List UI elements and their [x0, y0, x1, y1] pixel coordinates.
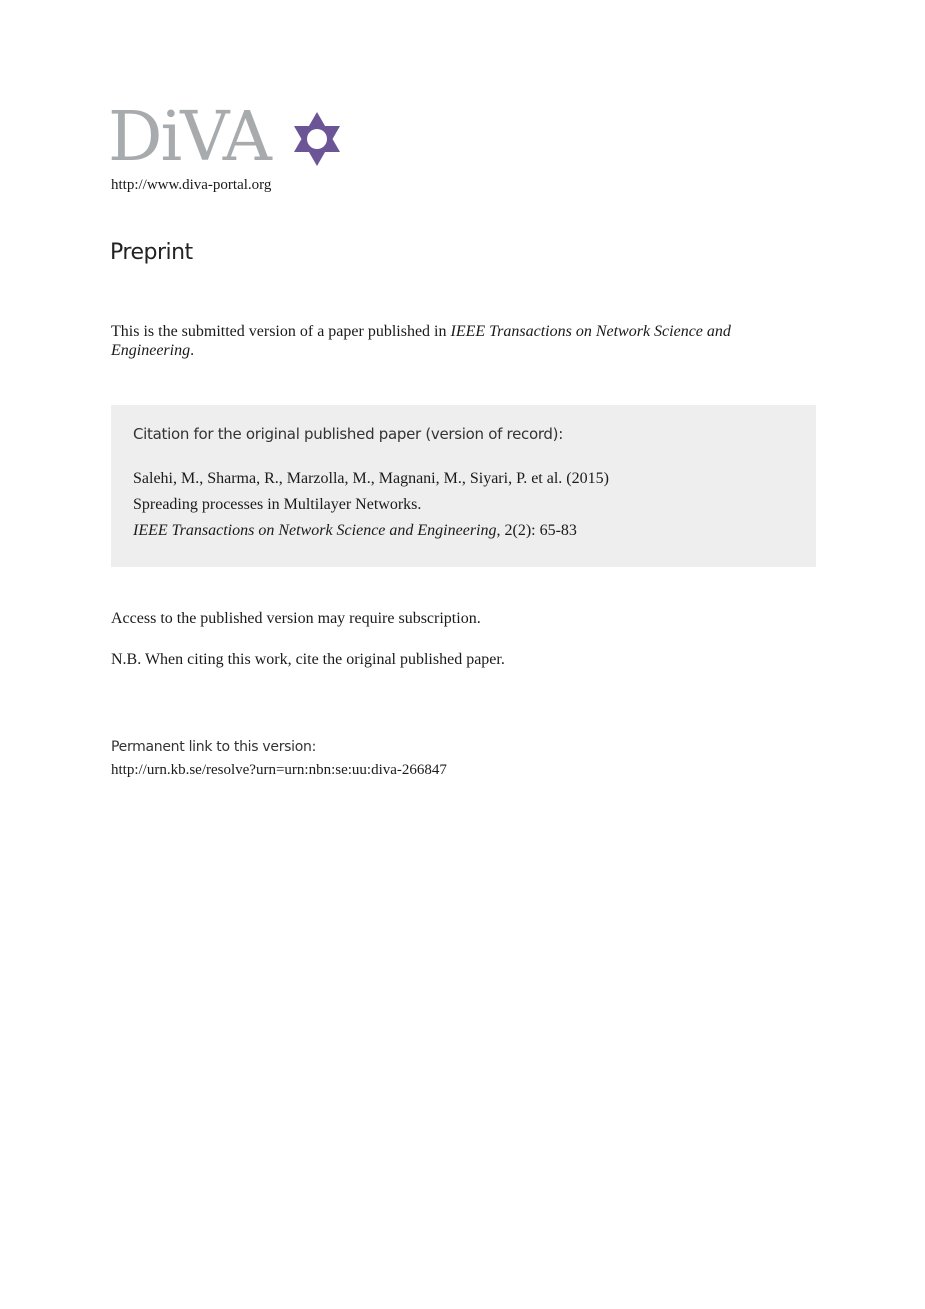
- citation-box: [111, 405, 816, 567]
- permanent-link-label: Permanent link to this version:: [111, 739, 316, 755]
- intro-suffix: .: [190, 342, 195, 359]
- citation-title: Spreading processes in Multilayer Networks.: [133, 496, 422, 513]
- citation-volume-pages: , 2(2): 65-83: [496, 522, 577, 539]
- citation-journal-line: [133, 522, 577, 540]
- citation-heading: Citation for the original published paper (version of record):: [133, 425, 563, 443]
- diva-portal-url[interactable]: http://www.diva-portal.org: [111, 177, 272, 193]
- intro-text: [111, 322, 811, 360]
- star-of-david-icon: [288, 110, 346, 168]
- intro-journal: IEEE Transactions on Network Science and Engineering: [111, 323, 731, 359]
- intro-prefix: This is the submitted version of a paper published in: [111, 323, 451, 340]
- diva-logo[interactable]: [108, 98, 348, 177]
- permanent-link-url[interactable]: http://urn.kb.se/resolve?urn=urn:nbn:se:uu:diva-266847: [111, 762, 447, 778]
- citing-note: N.B. When citing this work, cite the original published paper.: [111, 651, 505, 668]
- citation-authors: Salehi, M., Sharma, R., Marzolla, M., Magnani, M., Siyari, P. et al. (2015): [133, 470, 609, 487]
- logo-wordmark: DiVA: [108, 98, 270, 177]
- document-type: Preprint: [110, 240, 193, 265]
- citation-journal: IEEE Transactions on Network Science and Engineering: [133, 522, 497, 539]
- access-note: Access to the published version may require subscription.: [111, 610, 481, 627]
